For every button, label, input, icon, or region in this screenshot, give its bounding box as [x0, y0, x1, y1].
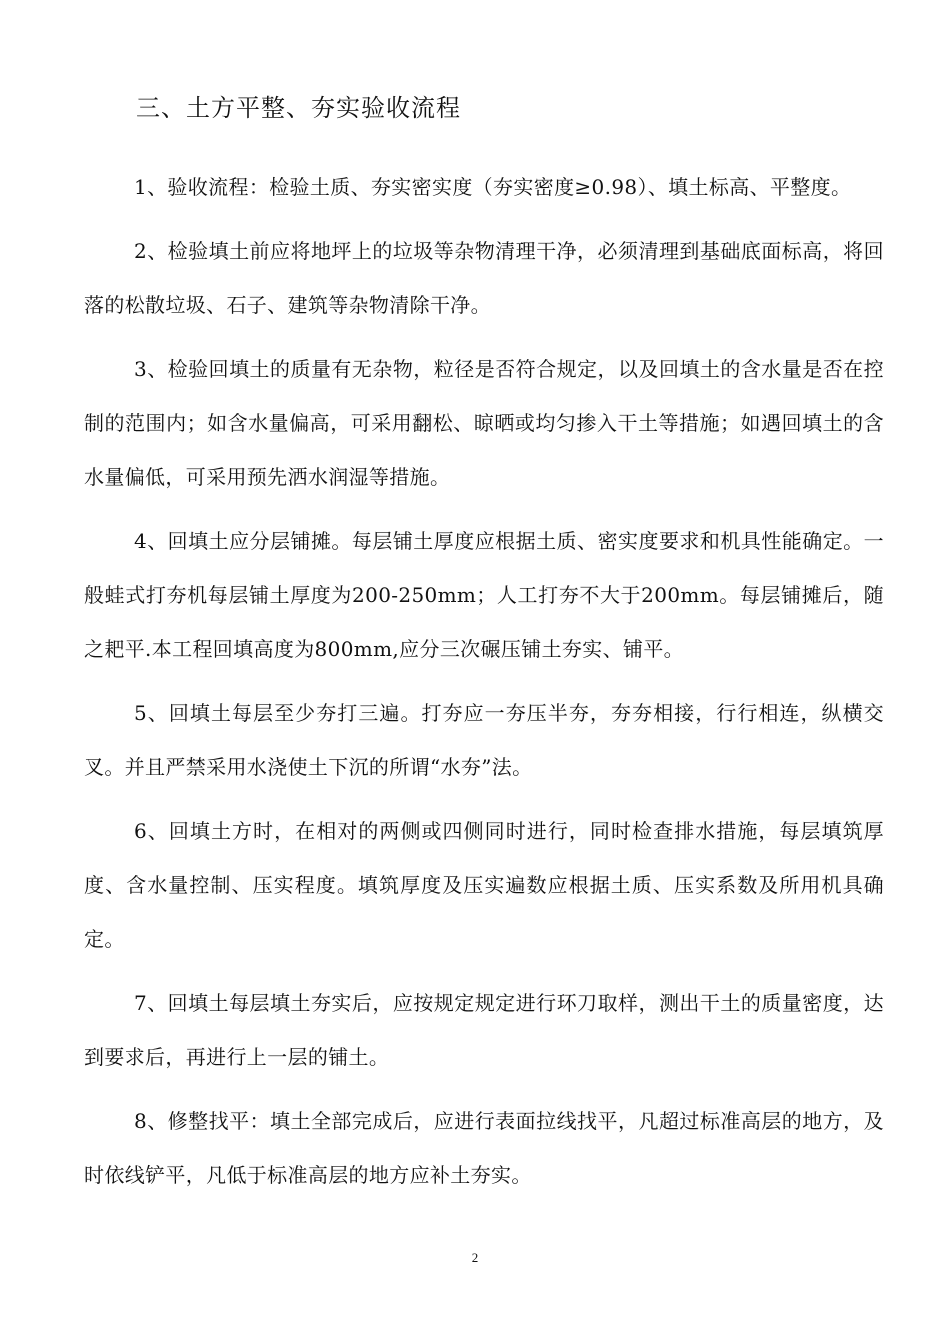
paragraph-8: 8、修整找平：填土全部完成后，应进行表面拉线找平，凡超过标准高层的地方，及时依线铲平，凡低于标准高层的地方应补土夯实。: [84, 1109, 884, 1187]
body-text: [84, 160, 884, 1212]
paragraph-3: 3、检验回填土的质量有无杂物，粒径是否符合规定，以及回填土的含水量是否在控制的范围内；如含水量偏高，可采用翻松、晾晒或均匀掺入干土等措施；如遇回填土的含水量偏低，可采用预先洒水润湿等措施。: [84, 357, 884, 489]
paragraph-4: 4、回填土应分层铺摊。每层铺土厚度应根据土质、密实度要求和机具性能确定。一般蛙式打夯机每层铺土厚度为200-250mm；人工打夯不大于200mm。每层铺摊后，随之耙平.本工程回填高度为800mm,应分三次碾压铺土夯实、铺平。: [84, 529, 884, 661]
paragraph-2: 2、检验填土前应将地坪上的垃圾等杂物清理干净，必须清理到基础底面标高，将回落的松散垃圾、石子、建筑等杂物清除干净。: [84, 239, 884, 317]
paragraph-1: 1、验收流程：检验土质、夯实密实度（夯实密度≥0.98）、填土标高、平整度。: [134, 175, 852, 199]
paragraph-6: 6、回填土方时，在相对的两侧或四侧同时进行，同时检查排水措施，每层填筑厚度、含水量控制、压实程度。填筑厚度及压实遍数应根据土质、压实系数及所用机具确定。: [84, 819, 884, 951]
paragraph-7: 7、回填土每层填土夯实后，应按规定规定进行环刀取样，测出干土的质量密度，达到要求后，再进行上一层的铺土。: [84, 991, 884, 1069]
page-number: 2: [471, 1250, 479, 1265]
paragraph-5: 5、回填土每层至少夯打三遍。打夯应一夯压半夯，夯夯相接，行行相连，纵横交叉。并且严禁采用水浇使土下沉的所谓“水夯”法。: [84, 701, 884, 779]
section-heading: 三、土方平整、夯实验收流程: [136, 94, 461, 122]
